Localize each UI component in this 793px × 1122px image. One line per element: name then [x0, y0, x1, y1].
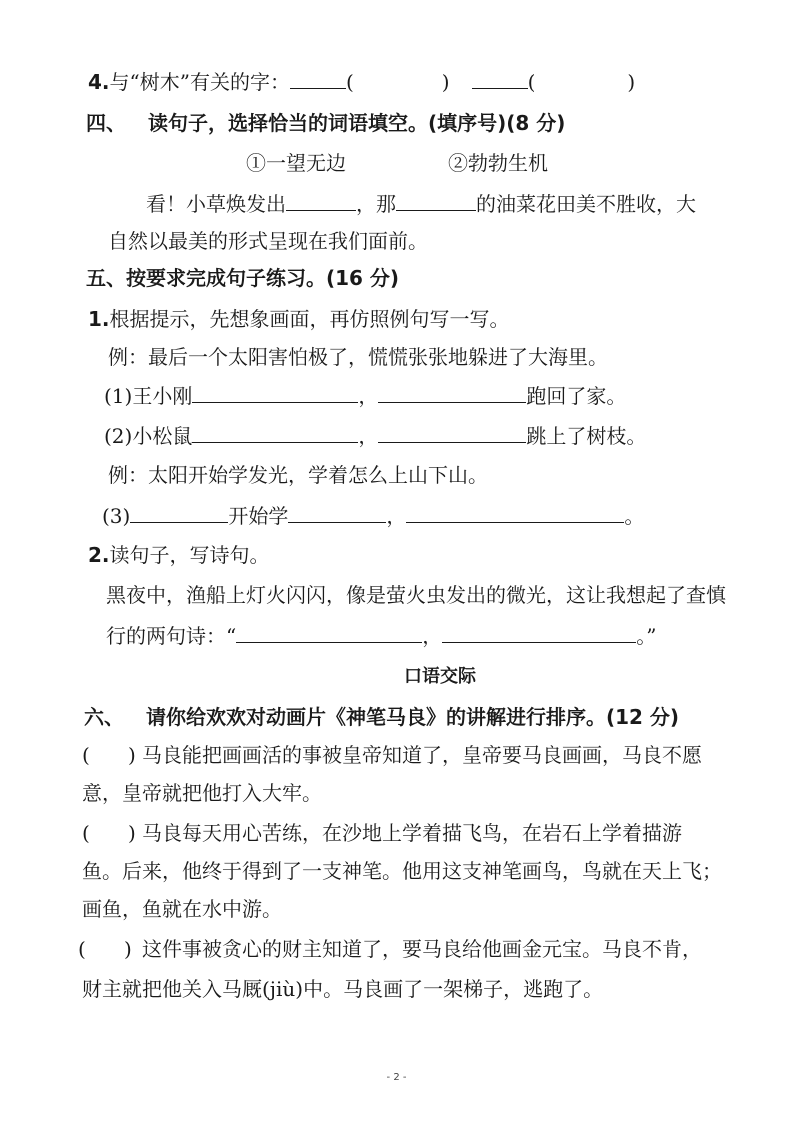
sec5-item3-mid: 开始学 [228, 504, 289, 528]
sec5-item3-label: (3) [102, 504, 131, 528]
q4-blank-2[interactable] [472, 68, 528, 89]
sec6-item2-answer-paren[interactable]: ( ) [82, 821, 136, 845]
sec5-item2-blank-1[interactable] [192, 422, 358, 443]
sec6-item-1-line-1 [82, 742, 702, 768]
sec6-heading: 六、 [84, 705, 124, 729]
sec5-q2-blank-1[interactable] [236, 622, 422, 643]
page-number: - 2 - [386, 1072, 407, 1083]
sec4-sentence-part3: 的油菜花田美不胜收，大 [476, 192, 696, 216]
sec6-item-1-line-2: 意，皇帝就把他打入大牢。 [82, 781, 322, 805]
sec5-item3-comma: ， [386, 504, 407, 528]
sec5-q2-line2-end: 。” [636, 624, 657, 648]
sec6-item3-answer-paren[interactable]: ( ) [78, 937, 132, 961]
q4-blank-1[interactable] [290, 68, 346, 89]
sec6-item-2-line-3: 画鱼，鱼就在水中游。 [82, 897, 282, 921]
sec5-item3-blank-1[interactable] [130, 502, 228, 523]
sec6-item1-answer-paren[interactable]: ( ) [82, 743, 136, 767]
sec5-q2-line-2 [106, 622, 656, 649]
sec5-q1 [88, 306, 510, 332]
q4-text: 与“树木”有关的字： [109, 70, 290, 94]
sec4-blank-2[interactable] [396, 190, 476, 211]
sec4-heading: 四、 [86, 111, 126, 135]
sec5-q2-number: 2. [88, 543, 110, 567]
sec5-item1-blank-1[interactable] [192, 382, 358, 403]
sec6-item-2-line-2: 鱼。后来，他终于得到了一支神笔。他用这支神笔画鸟，鸟就在天上飞； [82, 859, 722, 883]
sec5-q2-line2-start: 行的两句诗：“ [106, 624, 237, 648]
sec5-item2-end: 跳上了树枝。 [526, 424, 647, 448]
q4-paren-open-2: ( [527, 70, 536, 94]
sec4-option-2: ②勃勃生机 [448, 151, 548, 175]
q4-paren-close-2: ) [627, 70, 636, 94]
sec4-sentence-line2: 自然以最美的形式呈现在我们面前。 [108, 229, 428, 253]
sec6-item1-text-1: 马良能把画画活的事被皇帝知道了，皇帝要马良画画，马良不愿 [142, 743, 702, 767]
sec4-blank-1[interactable] [286, 190, 356, 211]
sec5-item2-label: (2)小松鼠 [104, 424, 193, 448]
sec6-item-3-line-1 [78, 936, 702, 962]
sec5-q2-comma: ， [422, 624, 443, 648]
sec5-q1-text: 根据提示，先想象画面，再仿照例句写一写。 [109, 307, 510, 331]
sec5-q1-number: 1. [88, 307, 110, 331]
sec5-item2-comma: ， [358, 424, 379, 448]
sec4-option-1: ①一望无边 [246, 151, 346, 175]
sec5-q2 [88, 542, 270, 568]
sec6-title: 请你给欢欢对动画片《神笔马良》的讲解进行排序。(12 分) [146, 705, 680, 729]
sec5-example-2: 例：太阳开始学发光，学着怎么上山下山。 [108, 463, 488, 487]
sec5-item2-blank-2[interactable] [378, 422, 526, 443]
sec5-item1-label: (1)王小刚 [104, 384, 193, 408]
q4-paren-close-1: ) [441, 70, 450, 94]
sec5-item-2 [104, 422, 646, 449]
sec4-sentence-part1: 看！小草焕发出 [146, 192, 286, 216]
sec5-item1-blank-2[interactable] [378, 382, 526, 403]
sec5-item-1 [104, 382, 626, 409]
sec5-title: 五、按要求完成句子练习。(16 分) [86, 266, 400, 290]
sec5-item1-end: 跑回了家。 [526, 384, 627, 408]
sec5-item3-blank-2[interactable] [288, 502, 386, 523]
sec5-example-1: 例：最后一个太阳害怕极了，慌慌张张地躲进了大海里。 [108, 345, 608, 369]
q4-paren-open-1: ( [345, 70, 354, 94]
sec5-item-3 [102, 502, 644, 529]
sec6-item2-text-1: 马良每天用心苦练，在沙地上学着描飞鸟，在岩石上学着描游 [142, 821, 682, 845]
sec6-item-3-line-2: 财主就把他关入马厩(jiù)中。马良画了一架梯子，逃跑了。 [82, 977, 604, 1001]
sec5-q2-text: 读句子，写诗句。 [109, 543, 270, 567]
q4-number: 4. [88, 70, 110, 94]
sec5-item1-comma: ， [358, 384, 379, 408]
sec4-sentence-part2: ，那 [356, 192, 396, 216]
sec5-item3-period: 。 [624, 504, 645, 528]
oral-communication-label: 口语交际 [404, 666, 476, 687]
sec5-q2-line-1: 黑夜中，渔船上灯火闪闪，像是萤火虫发出的微光，这让我想起了查慎 [106, 583, 726, 607]
sec5-q2-blank-2[interactable] [442, 622, 636, 643]
sec4-title: 读句子，选择恰当的词语填空。(填序号)(8 分) [148, 111, 566, 135]
q4-line [88, 68, 635, 95]
sec6-item3-text-1: 这件事被贪心的财主知道了，要马良给他画金元宝。马良不肯， [142, 937, 702, 961]
sec5-item3-blank-3[interactable] [406, 502, 624, 523]
sec6-item-2-line-1 [82, 820, 682, 846]
sec4-sentence-line1 [146, 190, 696, 217]
